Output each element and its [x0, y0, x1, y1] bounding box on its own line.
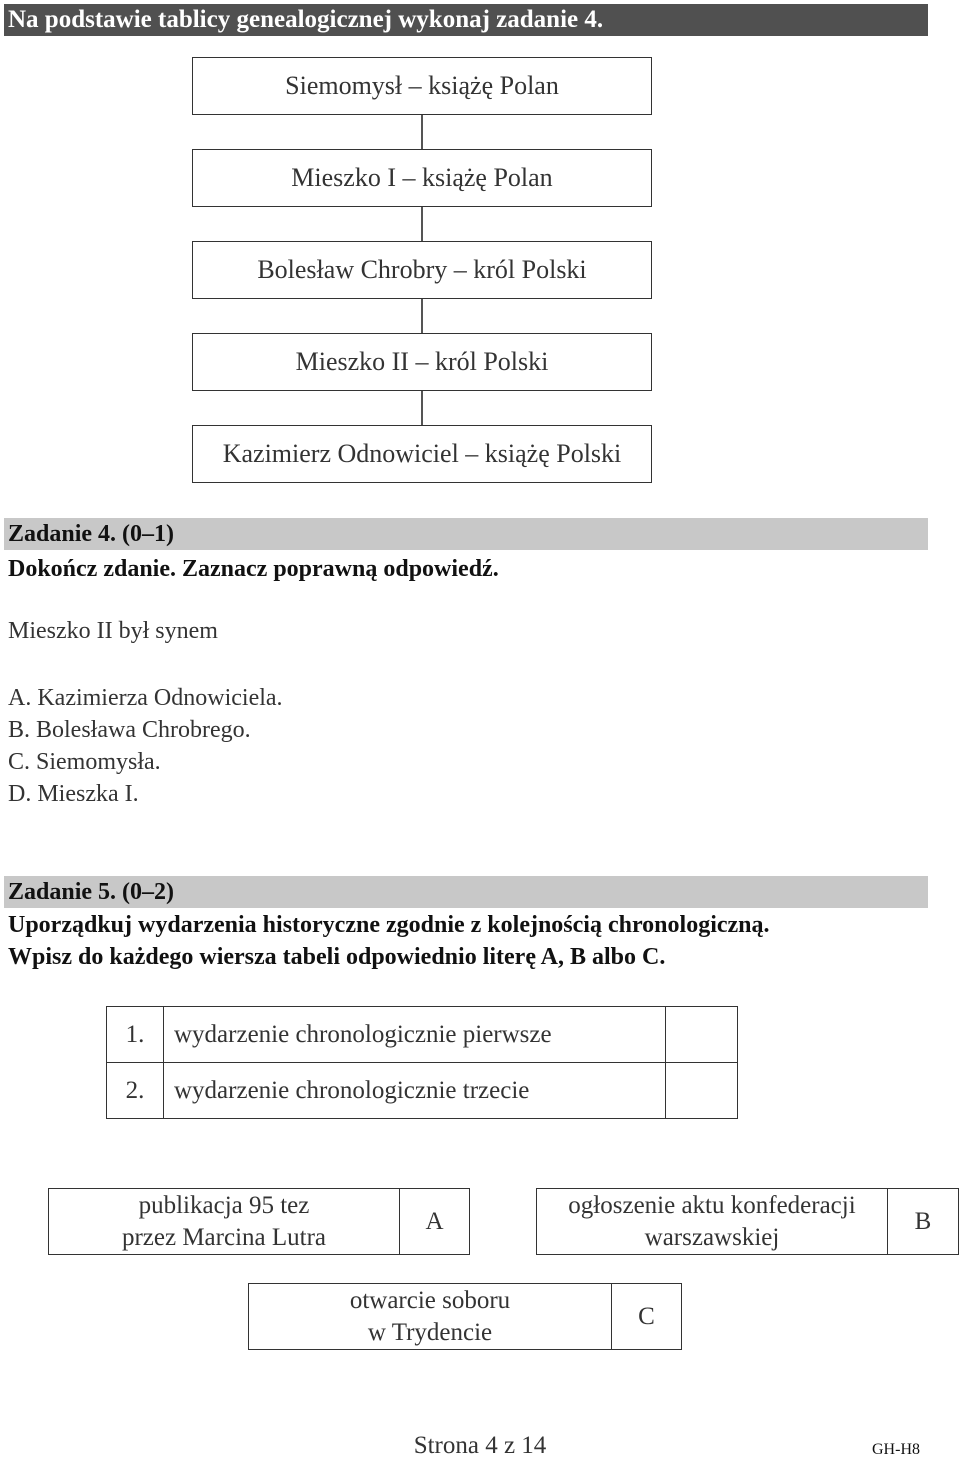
answer-option-b[interactable]: B. Bolesława Chrobrego. [8, 717, 251, 743]
tree-connector [421, 299, 423, 333]
page-number: Strona 4 z 14 [413, 1432, 547, 1459]
event-text-line: ogłoszenie aktu konfederacji [568, 1191, 856, 1219]
tree-connector [421, 115, 423, 149]
task5-instruction-line1: Uporządkuj wydarzenia historyczne zgodnie z kolejnością chronologiczną. [8, 912, 770, 938]
task5-title: Zadanie 5. (0–2) [4, 876, 928, 908]
tree-node-kazimierz-odnowiciel: Kazimierz Odnowiciel – książę Polski [192, 425, 652, 483]
task4-instruction: Dokończ zdanie. Zaznacz poprawną odpowiedź. [8, 556, 499, 582]
event-description [249, 1284, 612, 1349]
tree-connector [421, 207, 423, 241]
event-text-line: przez Marcina Lutra [121, 1223, 327, 1251]
task4-stem: Mieszko II był synem [8, 618, 218, 644]
event-letter: C [638, 1302, 655, 1330]
row-description: wydarzenie chronologicznie pierwsze [164, 1007, 666, 1063]
exam-code: GH-H8 [872, 1441, 920, 1458]
order-table [106, 1006, 738, 1119]
tree-connector [421, 391, 423, 425]
event-text-line: w Trydencie [367, 1318, 493, 1346]
event-text-line: publikacja 95 tez [138, 1191, 310, 1219]
event-letter: A [425, 1207, 444, 1235]
row-number: 1. [107, 1007, 164, 1063]
tree-node-boleslaw-chrobry: Bolesław Chrobry – król Polski [192, 241, 652, 299]
table-row [107, 1007, 738, 1063]
row-description: wydarzenie chronologicznie trzecie [164, 1063, 666, 1119]
row-number: 2. [107, 1063, 164, 1119]
event-box-b [536, 1188, 959, 1255]
event-box-c [248, 1283, 682, 1350]
answer-cell[interactable] [666, 1063, 738, 1119]
event-letter: B [914, 1207, 932, 1235]
task4-title: Zadanie 4. (0–1) [4, 518, 928, 550]
answer-cell[interactable] [666, 1007, 738, 1063]
table-row [107, 1063, 738, 1119]
task4-options [8, 682, 283, 810]
event-description [537, 1189, 888, 1254]
tree-node-mieszko-i: Mieszko I – książę Polan [192, 149, 652, 207]
event-description [49, 1189, 400, 1254]
event-text-line: warszawskiej [644, 1223, 780, 1251]
answer-option-d[interactable]: D. Mieszka I. [8, 781, 139, 807]
instruction-banner: Na podstawie tablicy genealogicznej wykonaj zadanie 4. [4, 4, 928, 36]
event-text-line: otwarcie soboru [349, 1286, 511, 1314]
event-box-a [48, 1188, 470, 1255]
answer-option-c[interactable]: C. Siemomysła. [8, 749, 161, 775]
task5-instruction-line2: Wpisz do każdego wiersza tabeli odpowiednio literę A, B albo C. [8, 944, 666, 970]
tree-node-mieszko-ii: Mieszko II – król Polski [192, 333, 652, 391]
answer-option-a[interactable]: A. Kazimierza Odnowiciela. [8, 685, 283, 711]
tree-node-siemomysl: Siemomysł – książę Polan [192, 57, 652, 115]
